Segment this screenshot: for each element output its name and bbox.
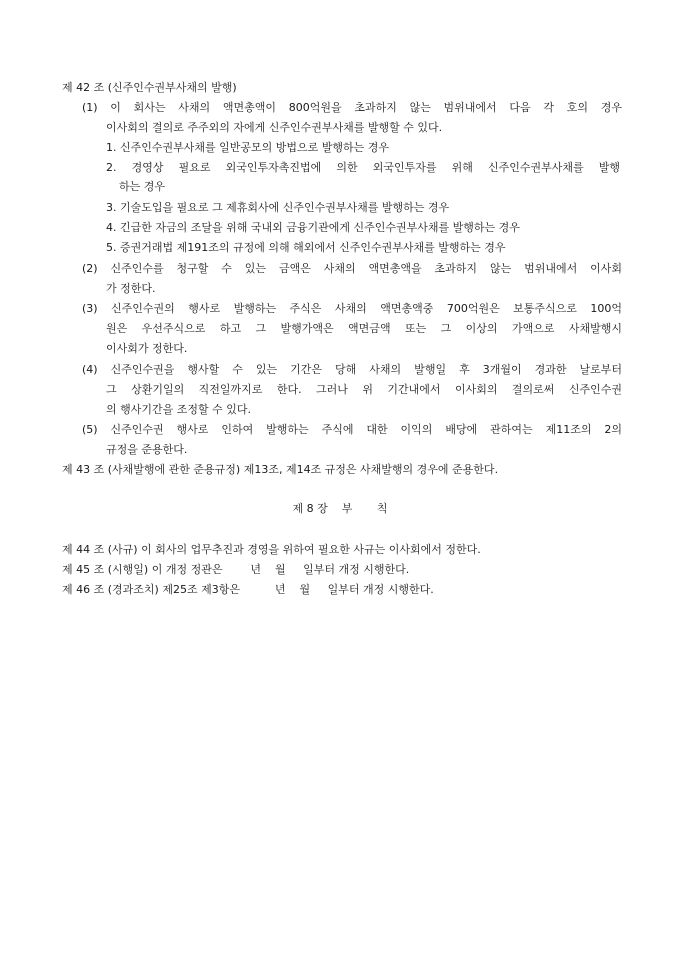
article-43: 제 43 조 (사채발행에 관한 준용규정) 제13조, 제14조 규정은 사채발행의 경우에 준용한다. xyxy=(62,463,499,476)
chapter-8-heading: 제 8 장 부 칙 xyxy=(292,502,388,515)
article-42-item-2: 2. 경영상 필요로 외국인투자촉진법에 의한 외국인투자를 위해 신주인수권부사채를 발행 xyxy=(106,161,620,174)
article-42-para-3-line-3: 이사회가 정한다. xyxy=(106,342,188,355)
article-42-item-1: 1. 신주인수권부사채를 일반공모의 방법으로 발행하는 경우 xyxy=(106,141,389,154)
article-42-para-2-line-1: (2) 신주인수를 청구할 수 있는 금액은 사채의 액면총액을 초과하지 않는 범위내에서 이사회 xyxy=(82,262,622,275)
article-42-para-1-line-2: 이사회의 결의로 주주외의 자에게 신주인수권부사채를 발행할 수 있다. xyxy=(106,121,443,134)
article-42-para-5-line-2: 규정을 준용한다. xyxy=(106,443,188,456)
article-42-item-3: 3. 기술도입을 필요로 그 제휴회사에 신주인수권부사채를 발행하는 경우 xyxy=(106,201,450,214)
article-42-para-2-line-2: 가 정한다. xyxy=(106,282,156,295)
article-42-item-2-continued: 하는 경우 xyxy=(119,180,166,193)
article-42-para-1-line-1: (1) 이 회사는 사채의 액면총액이 800억원을 초과하지 않는 범위내에서 다음 각 호의 경우 xyxy=(82,101,622,114)
article-42-para-3-line-1: (3) 신주인수권의 행사로 발행하는 주식은 사채의 액면총액중 700억원은 보통주식으로 100억 xyxy=(82,302,622,315)
article-42-para-5-line-1: (5) 신주인수권 행사로 인하여 발행하는 주식에 대한 이익의 배당에 관하여는 제11조의 2의 xyxy=(82,423,622,436)
article-42-item-4: 4. 긴급한 자금의 조달을 위해 국내외 금융기관에게 신주인수권부사채를 발행하는 경우 xyxy=(106,221,520,234)
article-42-para-4-line-1: (4) 신주인수권을 행사할 수 있는 기간은 당해 사채의 발행일 후 3개월이 경과한 날로부터 xyxy=(82,363,622,376)
article-42-para-4-line-3: 의 행사기간을 조정할 수 있다. xyxy=(106,403,251,416)
article-42-para-3-line-2: 원은 우선주식으로 하고 그 발행가액은 액면금액 또는 그 이상의 가액으로 사채발행시 xyxy=(106,322,622,335)
article-42-para-4-line-2: 그 상환기일의 직전일까지로 한다. 그러나 위 기간내에서 이사회의 결의로써 신주인수권 xyxy=(106,383,622,396)
article-42-heading: 제 42 조 (신주인수권부사채의 발행) xyxy=(62,81,237,94)
article-44: 제 44 조 (사규) 이 회사의 업무추진과 경영을 위하여 필요한 사규는 이사회에서 정한다. xyxy=(62,543,481,556)
article-45: 제 45 조 (시행일) 이 개정 정관은 년 월 일부터 개정 시행한다. xyxy=(62,563,410,576)
article-42-item-5: 5. 증권거래법 제191조의 규정에 의해 해외에서 신주인수권부사채를 발행하는 경우 xyxy=(106,241,506,254)
article-46: 제 46 조 (경과조치) 제25조 제3항은 년 월 일부터 개정 시행한다. xyxy=(62,583,434,596)
